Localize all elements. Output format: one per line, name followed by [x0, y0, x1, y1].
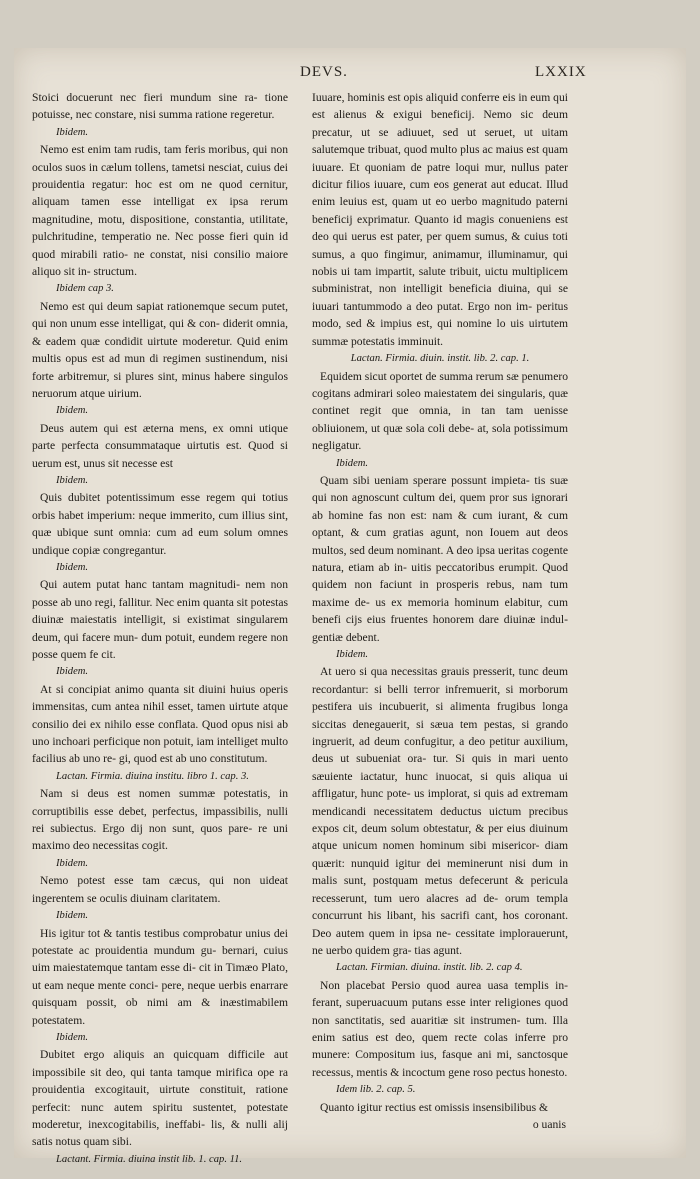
- left-column: [32, 89, 288, 1168]
- citation: Lactan. Firmian. diuina. instit. lib. 2. cap 4.: [336, 962, 523, 974]
- paragraph: His igitur tot & tantis testibus comprobatur unius dei potestate ac prouidentia mundum gu- bernari, cuius uim maiestatemque tantam esse di- cit in Timæo Plato, ut eam neque mente conci- pere, neque uerbis enarrare quisquam possit, ob nimi am & inæstimabilem potestatem.: [32, 926, 288, 1027]
- citation: Ibidem.: [56, 561, 89, 573]
- citation: Ibidem.: [56, 126, 89, 138]
- paragraph: Quis dubitet potentissimum esse regem qui totius orbis habet imperium: neque immerito, cum illius sint, quæ ubique sunt omnia: cum ad eum solum omnes undique copiæ congregantur.: [32, 491, 288, 557]
- paragraph: At si concipiat animo quanta sit diuini huius operis immensitas, cum antea nihil esset, tamen uirtute atque consilio dei ex nihilo esse conflata. Quod opus nisi ab uno inchoari perficique non potuit, iam intelliget multo facilius ab uno re- gi, quod est ab uno constitutum.: [32, 682, 288, 766]
- citation: Lactan. Firmia. diuin. instit. lib. 2. cap. 1.: [350, 353, 530, 365]
- running-head: [0, 64, 700, 88]
- citation: Lactant. Firmia. diuina instit lib. 1. cap. 11.: [56, 1153, 243, 1165]
- citation: Ibidem.: [56, 405, 89, 417]
- catchword: o uanis: [532, 1117, 566, 1131]
- paragraph: Qui autem putat hanc tantam magnitudi- nem non posse ab uno regi, fallitur. Nec enim quanta sit potestas diuinæ maiestatis intelligit, si existimat singularem deum, qui facere mun- dum potuit, eundem regere non posse quem fe cit.: [32, 578, 288, 661]
- citation: Ibidem cap 3.: [56, 283, 114, 295]
- citation: Lactan. Firmia. diuina institu. libro 1. cap. 3.: [56, 770, 249, 782]
- citation: Ibidem.: [56, 857, 89, 869]
- citation: Ibidem.: [336, 457, 369, 469]
- page-title: DEVS.: [300, 64, 348, 80]
- paragraph: Deus autem qui est æterna mens, ex omni utique parte perfecta consummataque uirtutis est. Quod si uerum est, unus sit necesse est: [32, 421, 288, 470]
- paragraph: Nemo est enim tam rudis, tam feris moribus, qui non oculos suos in cælum tollens, tametsi nesciat, cuius dei prouidentia regatur: hoc est om ne quod cernitur, aliquam tamen esse intelligat ex ipsa rerum magnitudine, motu, dispositione, constantia, utilitate, pulchritudine, temperatio ne. Nec posse fieri quin id quod mirabili ratio- ne constat, nisi consilio maiore aliquo sit in- structum.: [32, 143, 288, 279]
- paragraph: Nam si deus est nomen summæ potestatis, in corruptibilis esse debet, perfectus, impassibilis, nulli rei subiectus. Ergo dij non sunt, quos pare- re uni maximo deo necessitas cogit.: [32, 787, 288, 853]
- paragraph: Iuuare, hominis est opis aliquid conferre eis in eum qui est alienus & exigui beneficij. Nemo sic deum precatur, ut se adiuuet, sed ut seruet, ut uitam salutemque tribuat, quod multo plus ac maius est quam iuuare. Et quoniam de patre loqui mur, nullus pater dicitur filios iuuare, cum eos generat aut educat. Illud enim leuius est, quam ut eo uerbo magnitudo paterni beneficij exprimatur. Quanto id magis conueniens est deo qui uerus est pater, per quem sumus, & cuius toti sumus, a quo fingimur, animamur, illuminamur, qui nobis ui tam impartit, salute tribuit, uictu multiplicem subministrat, non intelligit beneficia diuina, qui se iuuari tantummodo a deo putat. Ergo non im- peritus modo, sed & impius est, qui nomine lo uis uirtutem summæ potestatis imminuit.: [312, 91, 568, 348]
- right-column: [312, 89, 568, 1133]
- folio-number: LXXIX: [535, 64, 587, 80]
- citation: Ibidem.: [56, 910, 89, 922]
- paragraph: Dubitet ergo aliquis an quicquam difficile aut impossibile sit deo, qui tanta tamque mirifica ope ra prouidentia excogitauit, uirtute constituit, ratione perfecit: nunc autem spiritu sustentet, potestate moderetur, inexcogitabilis, ineffabi- lis, & nulli alij satis notus quam sibi.: [32, 1048, 288, 1149]
- paragraph: Quanto igitur rectius est omissis insensibilibus &: [320, 1100, 549, 1114]
- citation: Idem lib. 2. cap. 5.: [336, 1084, 416, 1096]
- paragraph: Stoici docuerunt nec fieri mundum sine ra- tione potuisse, nec constare, nisi summa ratione regeretur.: [32, 91, 288, 122]
- citation: Ibidem.: [56, 1031, 89, 1043]
- paragraph: At uero si qua necessitas grauis presserit, tunc deum recordantur: si belli terror infremuerit, si morborum pestifera uis incubuerit, si alimenta frugibus longa siccitas denegauerit, si sæua tem pestas, si grando ingruerit, ad deum confugitur, a deo petitur auxilium, deus ut subueniat ora- tur. Si quis in mari uento sæuiente iactatur, hunc inuocat, si quis aliqua ui affligatur, hunc pote- us implorat, si quis ad extremam mendicandi necessitatem deductus uictum precibus expos cit, deum solum obtestatur, & per eius diuinum atque unicum nomen hominum sibi misericor- diam quærit: nunquid igitur dei meminerunt nisi dum in malis sunt, postquam metus defecerunt & pericula recesserunt, tum uero alacres ad de- orum templa concurrunt his libant, his sacrifi cant, hos coronant. Deo autem quem in ipsa ne- cessitate implorauerunt, ne uerbo quidem gra- tias agunt.: [312, 665, 568, 957]
- citation: Ibidem.: [56, 666, 89, 678]
- paragraph: Non placebat Persio quod aurea uasa templis in- ferant, superuacuum putans esse inter religiones quod non sanctitatis, sed auaritiæ sit instrumen- tum. Illa enim satius est deo, quem recte colas inferre pro munere: Compositum ius, fasque ani mi, sanctosque recessus, mentis & incoctum gene roso pectus honesto.: [312, 978, 568, 1079]
- paragraph: Nemo potest esse tam cæcus, qui non uideat ingerentem se oculis diuinam claritatem.: [32, 874, 288, 905]
- citation: Ibidem.: [336, 649, 369, 660]
- paragraph: Nemo est qui deum sapiat rationemque secum putet, qui non unum esse intelligat, qui & con- diderit omnia, & eadem quæ condidit uirtute moderetur. Quid enim multis opus est ad mun di regimen sustinendum, nisi forte arbitremur, si plures sint, minus habere singulos neruorum atque uirium.: [32, 299, 288, 400]
- paragraph: Quam sibi ueniam sperare possunt impieta- tis suæ qui non agnoscunt cultum dei, quem pror sus ignorari ab homine fas non est: nam & cum iurant, & cum optant, & cum gratias agunt, non Iouem aut deos multos, sed deum nominant. A deo ipsa ueritas cogente natura, etiam ab in- uitis peccatoribus erumpit. Quod quidem non faciunt in prosperis rebus, nam tum maxime de- us ex memoria hominum elabitur, cum benefi cijs eius fruentes honorem dare diuinæ indul- gentiæ debent.: [312, 473, 568, 644]
- paragraph: Equidem sicut oportet de summa rerum sæ penumero cogitans admirari soleo maiestatem dei singularis, quæ continet regit que omnia, in tan tam uenisse obliuionem, ut quæ sola coli debe- at, sola potissimum negligatur.: [312, 369, 568, 453]
- citation: Ibidem.: [56, 474, 89, 486]
